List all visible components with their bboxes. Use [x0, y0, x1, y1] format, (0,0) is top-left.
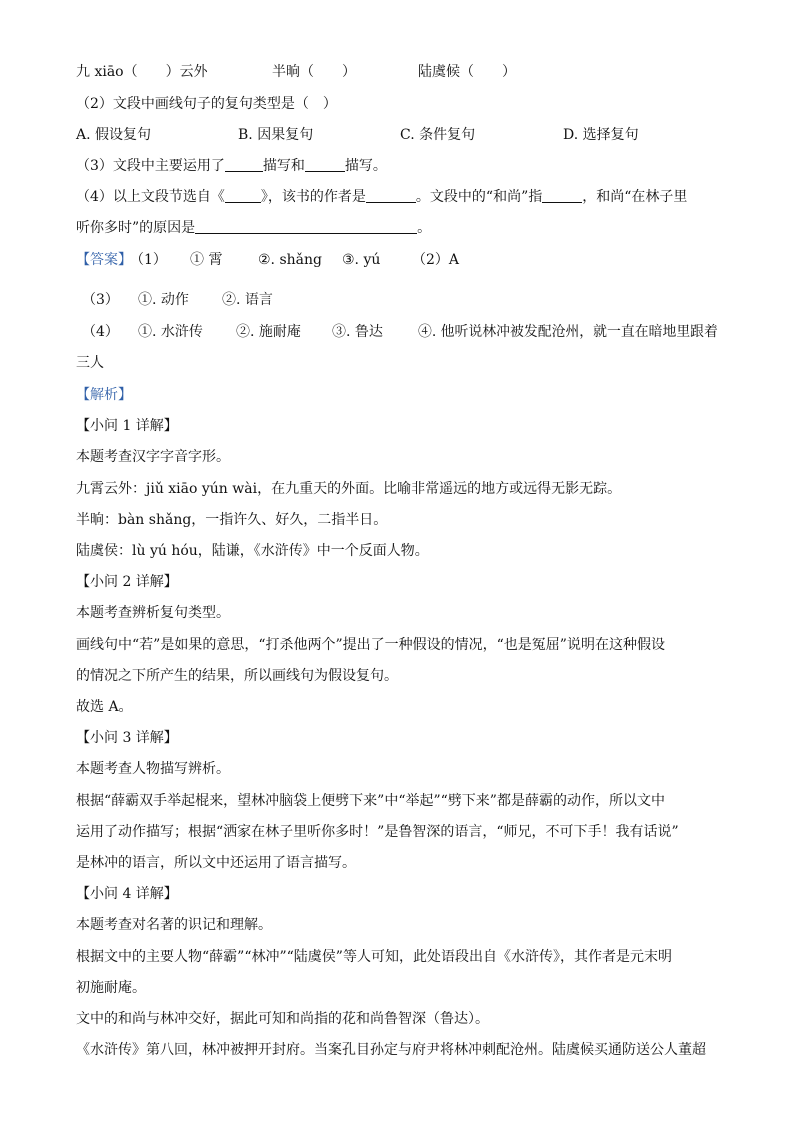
q4-text-3: 。文段中的“和尚”指 — [415, 189, 543, 205]
analysis-line: 《水浒传》第八回，林冲被押开封府。当案孔目孙定与府尹将林冲刺配沧州。陆虞候买通防送公人董超 — [76, 1042, 706, 1058]
answer-3-item-2: ②. 语言 — [222, 292, 273, 308]
answer-3-label: （3） — [82, 292, 119, 308]
answer-4-label: （4） — [82, 324, 119, 340]
analysis-line: 陆虞侯：lù yú hóu，陆谦，《水浒传》中一个反面人物。 — [76, 543, 429, 559]
analysis-line: 本题考查辨析复句类型。 — [76, 605, 230, 621]
analysis-line: 本题考查汉字字音字形。 — [76, 449, 230, 465]
q3-text-1: （3）文段中主要运用了 — [76, 158, 225, 174]
answer-1-item-3: ③. yú — [342, 252, 381, 268]
q1-item-2: 半晌（ ） — [272, 64, 356, 80]
q3-stem — [76, 156, 387, 176]
q1-item-3: 陆虞候（ ） — [418, 64, 516, 80]
analysis-line: 【小问 4 详解】 — [76, 886, 178, 902]
q1-item-1: 九 xiāo（ ）云外 — [76, 64, 208, 80]
answer-tag: 【答案】 — [76, 252, 132, 268]
answer-2: （2）A — [412, 252, 460, 268]
analysis-line: 故选 A。 — [76, 699, 133, 715]
q2-option-d: D. 选择复句 — [563, 127, 639, 143]
answer-1-item-2: ②. shǎng — [258, 252, 322, 268]
analysis-line: 初施耐庵。 — [76, 980, 146, 996]
analysis-line: 画线句中“若”是如果的意思，“打杀他两个”提出了一种假设的情况，“也是冤屈”说明在这种假设 — [76, 637, 665, 653]
analysis-tag: 【解析】 — [76, 387, 132, 403]
q2-option-a: A. 假设复句 — [76, 127, 152, 143]
analysis-line: 文中的和尚与林冲交好，据此可知和尚指的花和尚鲁智深（鲁达）。 — [76, 1011, 489, 1027]
q2-option-b: B. 因果复句 — [238, 127, 314, 143]
q3-blank-2 — [305, 157, 345, 172]
q4-text-6: 。 — [417, 220, 432, 236]
answer-1-item-1: ① 霄 — [190, 252, 223, 268]
q3-blank-1 — [225, 157, 263, 172]
analysis-line: 半晌：bàn shǎng，一指许久、好久，二指半日。 — [76, 512, 388, 528]
q4-text-5: 听你多时”的原因是 — [76, 220, 196, 236]
q4-stem-line2 — [76, 218, 431, 238]
q4-blank-1 — [225, 188, 261, 203]
analysis-line: 是林冲的语言，所以文中还运用了语言描写。 — [76, 855, 356, 871]
analysis-line: 运用了动作描写；根据“洒家在林子里听你多时！”是鲁智深的语言，“师兄，不可下手！我有话说” — [76, 824, 679, 840]
analysis-line: 【小问 2 详解】 — [76, 574, 178, 590]
q4-blank-3 — [542, 188, 582, 203]
q2-option-c: C. 条件复句 — [400, 127, 476, 143]
answer-3-item-1: ①. 动作 — [138, 292, 189, 308]
answer-4-item-2: ②. 施耐庵 — [236, 324, 301, 340]
analysis-line: 【小问 1 详解】 — [76, 418, 178, 434]
answer-4-continued: 三人 — [76, 355, 104, 371]
q4-stem-line1 — [76, 187, 687, 207]
answer-4-item-1: ①. 水浒传 — [138, 324, 203, 340]
analysis-line: 本题考查对名著的识记和理解。 — [76, 917, 272, 933]
analysis-line: 本题考查人物描写辨析。 — [76, 761, 230, 777]
q3-text-3: 描写。 — [344, 158, 387, 174]
q4-blank-4 — [195, 219, 417, 234]
q4-text-4: ，和尚“在林子里 — [582, 189, 688, 205]
analysis-line: 【小问 3 详解】 — [76, 730, 178, 746]
q2-stem: （2）文段中画线句子的复句类型是（ ） — [76, 96, 337, 112]
answer-1-label: （1） — [130, 252, 167, 268]
analysis-line: 九霄云外：jiǔ xiāo yún wài，在九重天的外面。比喻非常遥远的地方或远得无影无踪。 — [76, 481, 622, 497]
analysis-line: 根据文中的主要人物“薛霸”“林冲”“陆虞侯”等人可知，此处语段出自《水浒传》，其作者是元末明 — [76, 949, 672, 965]
q4-text-1: （4）以上文段节选自《 — [76, 189, 225, 205]
analysis-line: 的情况之下所产生的结果，所以画线句为假设复句。 — [76, 668, 398, 684]
q3-text-2: 描写和 — [262, 158, 305, 174]
answer-4-item-4: ④. 他听说林冲被发配沧州，就一直在暗地里跟着 — [418, 324, 718, 340]
analysis-line: 根据“薛霸双手举起棍来，望林冲脑袋上便劈下来”中“举起”“劈下来”都是薛霸的动作，所以文中 — [76, 793, 665, 809]
answer-4-item-3: ③. 鲁达 — [332, 324, 383, 340]
q4-blank-2 — [366, 188, 416, 203]
q4-text-2: 》，该书的作者是 — [260, 189, 366, 205]
